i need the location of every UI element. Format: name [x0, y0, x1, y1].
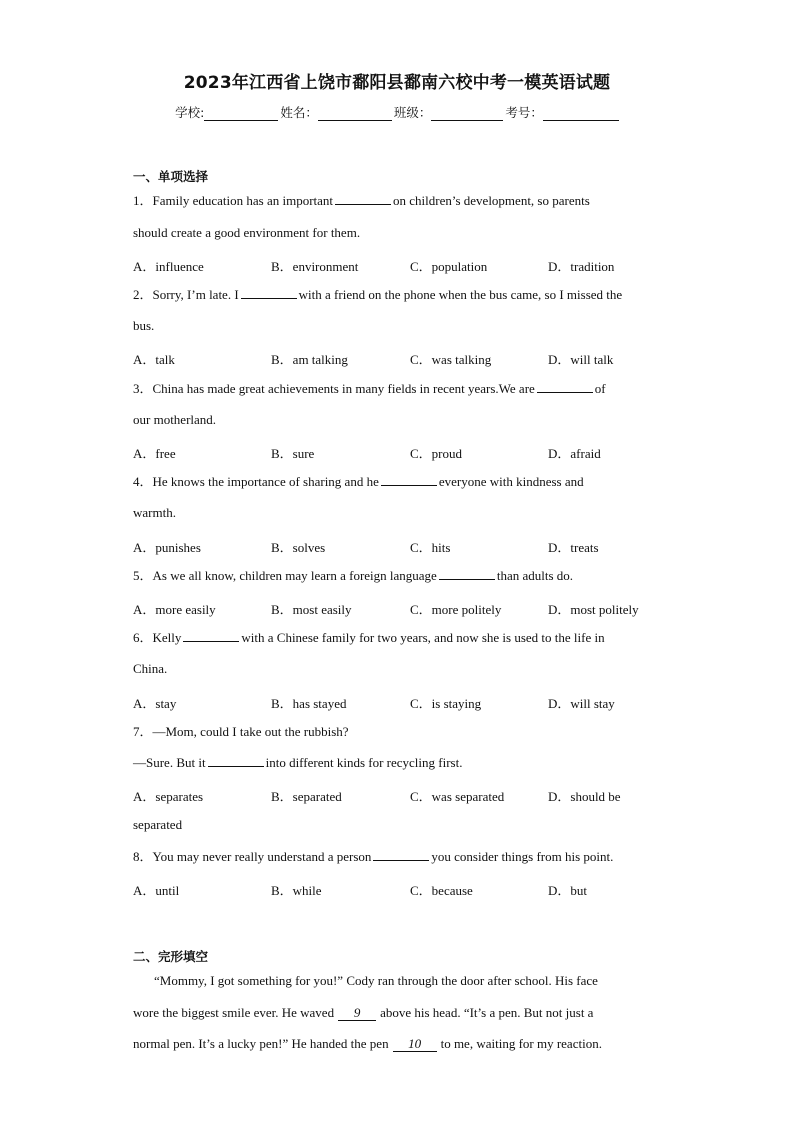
passage-line-2: [133, 1005, 673, 1021]
name-field[interactable]: [318, 106, 392, 121]
question-7-line-2: [133, 755, 673, 771]
question-text: into different kinds for recycling first.: [265, 755, 463, 770]
question-text: of: [594, 381, 606, 396]
question-3-option-d: D．afraid: [548, 446, 601, 461]
question-text: 8．You may never really understand a person: [133, 849, 372, 864]
passage-text: wore the biggest smile ever. He waved: [133, 1005, 335, 1020]
question-4-line-1: [133, 474, 673, 490]
class-label: 班级：: [393, 105, 432, 120]
question-2-option-c: C．was talking: [410, 352, 492, 367]
question-text: 1．Family education has an important: [133, 193, 334, 208]
question-7-option-b: B．separated: [271, 789, 342, 804]
question-1-option-b: B．environment: [271, 259, 359, 274]
question-text: you consider things from his point.: [431, 849, 614, 864]
question-8-option-d: D．but: [548, 883, 588, 898]
question-6-line-1: [133, 630, 673, 646]
section-heading-cloze: 二、完形填空: [133, 949, 209, 964]
question-text: —Sure. But it: [133, 755, 206, 770]
question-5-line-1: [133, 568, 673, 584]
question-4-option-a: A．punishes: [133, 540, 201, 555]
name-label: 姓名：: [280, 105, 318, 120]
question-8-option-c: C．because: [410, 883, 473, 898]
question-6-line-2: China.: [133, 661, 168, 676]
answer-blank: [183, 630, 239, 642]
question-4-option-c: C．hits: [410, 540, 451, 555]
page-title: 2023年江西省上饶市鄱阳县鄱南六校中考一模英语试题: [183, 73, 611, 93]
question-5-option-a: A．more easily: [133, 602, 216, 617]
question-text: 3．China has made great achievements in many fields in recent years.We are: [133, 381, 535, 396]
answer-blank: [373, 849, 429, 861]
question-1-line-1: [133, 193, 673, 209]
question-6-option-b: B．has stayed: [271, 696, 347, 711]
question-4-option-d: D．treats: [548, 540, 599, 555]
question-8-option-a: A．until: [133, 883, 180, 898]
question-1-line-2: should create a good environment for them.: [133, 225, 361, 240]
question-text: everyone with kindness and: [438, 474, 584, 489]
answer-blank: [241, 287, 297, 299]
question-text: with a Chinese family for two years, and now she is used to the life in: [241, 630, 605, 645]
question-text: 6．Kelly: [133, 630, 182, 645]
question-2-line-1: [133, 287, 673, 303]
passage-text: above his head. “It’s a pen. But not just a: [380, 1005, 594, 1020]
question-text: than adults do.: [496, 568, 574, 583]
passage-line-3: [133, 1036, 673, 1052]
question-7-option-d: D．should be: [548, 789, 621, 804]
question-1-option-a: A．influence: [133, 259, 204, 274]
question-6-option-a: A．stay: [133, 696, 177, 711]
passage-line-1: “Mommy, I got something for you!” Cody ran through the door after school. His face: [154, 973, 598, 988]
question-text: with a friend on the phone when the bus came, so I missed the: [298, 287, 623, 302]
cloze-blank-9: 9: [338, 1005, 376, 1021]
question-2-option-a: A．talk: [133, 352, 175, 367]
question-text: on children’s development, so parents: [393, 193, 590, 208]
question-8-option-b: B．while: [271, 883, 322, 898]
cloze-blank-10: 10: [393, 1036, 437, 1052]
question-2-line-2: bus.: [133, 318, 155, 333]
question-3-option-b: B．sure: [271, 446, 315, 461]
question-4-line-2: warmth.: [133, 505, 176, 520]
number-label: 考号：: [505, 105, 543, 120]
question-1-option-d: D．tradition: [548, 259, 615, 274]
school-label: 学校:: [175, 105, 205, 120]
question-7-line-1: 7．—Mom, could I take out the rubbish?: [133, 724, 349, 739]
answer-blank: [537, 381, 593, 393]
question-4-option-b: B．solves: [271, 540, 326, 555]
answer-blank: [335, 193, 391, 205]
question-3-option-c: C．proud: [410, 446, 463, 461]
question-7-option-d-wrap: separated: [133, 817, 183, 832]
question-7-option-c: C．was separated: [410, 789, 505, 804]
question-6-option-d: D．will stay: [548, 696, 615, 711]
question-6-option-c: C．is staying: [410, 696, 482, 711]
question-5-option-b: B．most easily: [271, 602, 352, 617]
class-field[interactable]: [431, 106, 503, 121]
school-field[interactable]: [204, 106, 278, 121]
section-heading-single-choice: 一、单项选择: [133, 169, 209, 184]
passage-text: normal pen. It’s a lucky pen!” He handed the pen: [133, 1036, 389, 1051]
question-text: 5．As we all know, children may learn a foreign language: [133, 568, 437, 583]
answer-blank: [208, 755, 264, 767]
passage-text: to me, waiting for my reaction.: [440, 1036, 602, 1051]
student-info-line: [0, 103, 794, 121]
question-3-line-1: [133, 381, 673, 397]
answer-blank: [439, 568, 495, 580]
number-field[interactable]: [543, 106, 619, 121]
question-2-option-d: D．will talk: [548, 352, 614, 367]
question-3-option-a: A．free: [133, 446, 176, 461]
question-1-option-c: C．population: [410, 259, 488, 274]
question-text: 4．He knows the importance of sharing and he: [133, 474, 379, 489]
answer-blank: [381, 474, 437, 486]
question-5-option-d: D．most politely: [548, 602, 639, 617]
question-2-option-b: B．am talking: [271, 352, 348, 367]
question-5-option-c: C．more politely: [410, 602, 502, 617]
question-3-line-2: our motherland.: [133, 412, 217, 427]
question-7-option-a: A．separates: [133, 789, 204, 804]
question-8-line-1: [133, 849, 673, 865]
question-text: 2．Sorry, I’m late. I: [133, 287, 239, 302]
